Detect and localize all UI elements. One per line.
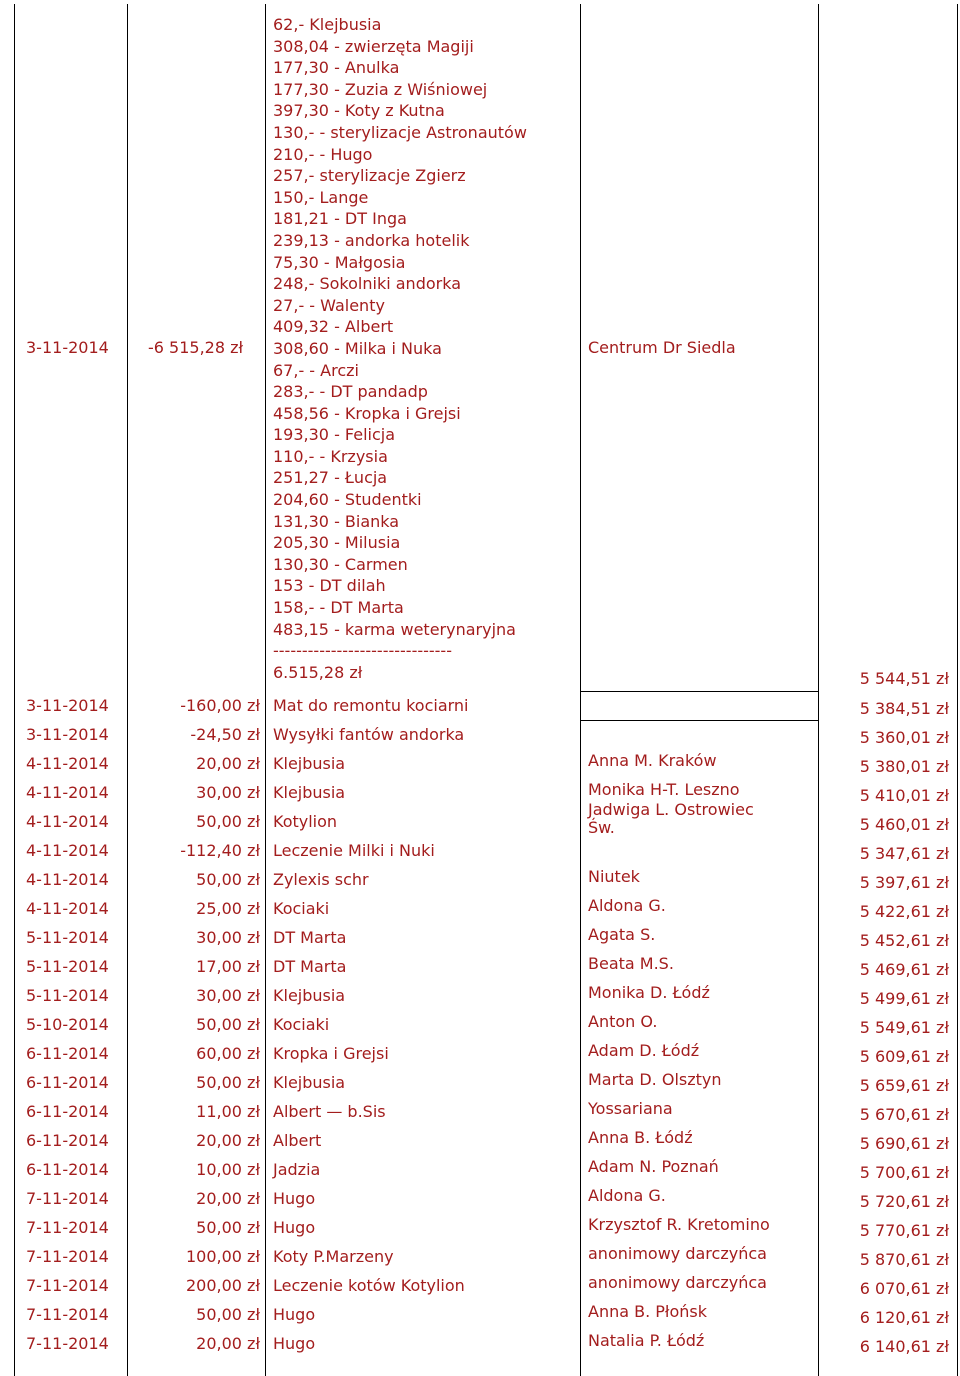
breakdown-item: 205,30 - Milusia bbox=[273, 533, 401, 553]
breakdown-item: 204,60 - Studentki bbox=[273, 490, 422, 510]
row-description: Klejbusia bbox=[273, 1073, 346, 1092]
breakdown-item: 283,- - DT pandadp bbox=[273, 382, 428, 402]
table-row bbox=[0, 778, 960, 807]
row-amount: -24,50 zł bbox=[190, 725, 260, 744]
table-row bbox=[0, 1271, 960, 1300]
breakdown-item: 27,- - Walenty bbox=[273, 295, 385, 315]
table-row bbox=[0, 894, 960, 923]
row-donor: Anna B. Płońsk bbox=[588, 1302, 707, 1321]
row-balance: 5 700,61 zł bbox=[859, 1163, 949, 1182]
row-description: Kociaki bbox=[273, 899, 330, 918]
table-row bbox=[0, 1097, 960, 1126]
row-description: DT Marta bbox=[273, 957, 347, 976]
row-amount: 50,00 zł bbox=[196, 1073, 260, 1092]
row-date: 6-11-2014 bbox=[26, 1160, 109, 1179]
table-row bbox=[0, 691, 960, 720]
row-amount: 20,00 zł bbox=[196, 1334, 260, 1353]
row-amount: 17,00 zł bbox=[196, 957, 260, 976]
row-amount: 50,00 zł bbox=[196, 1305, 260, 1324]
breakdown-item: 308,04 - zwierzęta Magiji bbox=[273, 36, 474, 56]
row-date: 6-11-2014 bbox=[26, 1131, 109, 1150]
row-balance: 5 384,51 zł bbox=[859, 699, 949, 718]
row-donor: Adam D. Łódź bbox=[588, 1041, 700, 1060]
row-amount: -160,00 zł bbox=[180, 696, 260, 715]
row-donor: Beata M.S. bbox=[588, 954, 674, 973]
row-balance: 5 549,61 zł bbox=[859, 1018, 949, 1037]
breakdown-item: 458,56 - Kropka i Grejsi bbox=[273, 403, 461, 423]
table-row bbox=[0, 749, 960, 778]
row-date: 4-11-2014 bbox=[26, 812, 109, 831]
table-row bbox=[0, 1155, 960, 1184]
row-description: Albert — b.Sis bbox=[273, 1102, 386, 1121]
top-amount: -6 515,28 zł bbox=[148, 338, 244, 357]
row-donor: Natalia P. Łódź bbox=[588, 1331, 705, 1350]
row-donor: Aldona G. bbox=[588, 896, 666, 915]
row-amount: 11,00 zł bbox=[196, 1102, 260, 1121]
row-balance: 5 397,61 zł bbox=[859, 873, 949, 892]
row-amount: 25,00 zł bbox=[196, 899, 260, 918]
breakdown-item: 210,- - Hugo bbox=[273, 144, 373, 164]
breakdown-item: 75,30 - Małgosia bbox=[273, 252, 406, 272]
row-balance: 5 380,01 zł bbox=[859, 757, 949, 776]
breakdown-item: 248,- Sokolniki andorka bbox=[273, 274, 461, 294]
table-row bbox=[0, 1010, 960, 1039]
top-balance: 5 544,51 zł bbox=[859, 669, 949, 688]
row-amount: -112,40 zł bbox=[180, 841, 260, 860]
row-date: 6-11-2014 bbox=[26, 1044, 109, 1063]
table-row bbox=[0, 1184, 960, 1213]
row-donor: anonimowy darczyńca bbox=[588, 1244, 767, 1263]
row-donor: Marta D. Olsztyn bbox=[588, 1070, 722, 1089]
row-donor: Monika D. Łódź bbox=[588, 983, 710, 1002]
row-donor: Jadwiga L. Ostrowiec bbox=[588, 800, 754, 819]
row-donor: Anna B. Łódź bbox=[588, 1128, 693, 1147]
row-date: 4-11-2014 bbox=[26, 841, 109, 860]
row-amount: 20,00 zł bbox=[196, 1189, 260, 1208]
row-donor: Anna M. Kraków bbox=[588, 751, 717, 770]
row-description: Hugo bbox=[273, 1218, 316, 1237]
table-row bbox=[0, 952, 960, 981]
row-balance: 5 452,61 zł bbox=[859, 931, 949, 950]
breakdown-item: 397,30 - Koty z Kutna bbox=[273, 101, 445, 121]
table-row bbox=[0, 720, 960, 749]
table-row bbox=[0, 1329, 960, 1358]
row-date: 4-11-2014 bbox=[26, 754, 109, 773]
row-donor: Yossariana bbox=[588, 1099, 673, 1118]
row-amount: 20,00 zł bbox=[196, 754, 260, 773]
row-date: 3-11-2014 bbox=[26, 696, 109, 715]
breakdown-item: 131,30 - Bianka bbox=[273, 511, 400, 531]
row-amount: 50,00 zł bbox=[196, 1015, 260, 1034]
row-description: Wysyłki fantów andorka bbox=[273, 725, 465, 744]
row-balance: 5 720,61 zł bbox=[859, 1192, 949, 1211]
breakdown-item: 110,- - Krzysia bbox=[273, 446, 388, 466]
row-description: Kropka i Grejsi bbox=[273, 1044, 389, 1063]
breakdown-item: 130,30 - Carmen bbox=[273, 554, 408, 574]
breakdown-item: 251,27 - Łucja bbox=[273, 468, 388, 488]
row-balance: 5 499,61 zł bbox=[859, 989, 949, 1008]
row-donor: Monika H-T. Leszno bbox=[588, 780, 740, 799]
breakdown-item: 181,21 - DT Inga bbox=[273, 209, 407, 229]
row-date: 4-11-2014 bbox=[26, 783, 109, 802]
table-row bbox=[0, 836, 960, 865]
row-description: Hugo bbox=[273, 1305, 316, 1324]
table-row bbox=[0, 1068, 960, 1097]
row-balance: 5 347,61 zł bbox=[859, 844, 949, 863]
row-date: 7-11-2014 bbox=[26, 1247, 109, 1266]
breakdown-item: 177,30 - Anulka bbox=[273, 58, 400, 78]
row-date: 5-11-2014 bbox=[26, 957, 109, 976]
row-date: 5-11-2014 bbox=[26, 986, 109, 1005]
top-date: 3-11-2014 bbox=[26, 338, 109, 357]
row-balance: 5 870,61 zł bbox=[859, 1250, 949, 1269]
row-balance: 5 410,01 zł bbox=[859, 786, 949, 805]
table-row bbox=[0, 1213, 960, 1242]
row-amount: 30,00 zł bbox=[196, 928, 260, 947]
row-description: Klejbusia bbox=[273, 986, 346, 1005]
row-date: 5-11-2014 bbox=[26, 928, 109, 947]
row-date: 7-11-2014 bbox=[26, 1189, 109, 1208]
breakdown-item: 308,60 - Milka i Nuka bbox=[273, 338, 442, 358]
table-row bbox=[0, 865, 960, 894]
breakdown-item: ------------------------------- bbox=[273, 641, 452, 661]
table-row bbox=[0, 1039, 960, 1068]
row-amount: 50,00 zł bbox=[196, 870, 260, 889]
row-date: 4-11-2014 bbox=[26, 899, 109, 918]
table-row bbox=[0, 923, 960, 952]
row-date: 6-11-2014 bbox=[26, 1073, 109, 1092]
row-description: Hugo bbox=[273, 1334, 316, 1353]
row-amount: 100,00 zł bbox=[185, 1247, 260, 1266]
table-row bbox=[0, 1242, 960, 1271]
breakdown-item: 6.515,28 zł bbox=[273, 662, 363, 682]
breakdown-item: 158,- - DT Marta bbox=[273, 598, 404, 618]
row-date: 7-11-2014 bbox=[26, 1305, 109, 1324]
table-row bbox=[0, 800, 960, 837]
row-description: Jadzia bbox=[273, 1160, 321, 1179]
breakdown-item: 409,32 - Albert bbox=[273, 317, 394, 337]
row-description: Klejbusia bbox=[273, 783, 346, 802]
row-donor-line2: Św. bbox=[588, 818, 615, 837]
row-balance: 6 140,61 zł bbox=[859, 1337, 949, 1356]
row-donor: Adam N. Poznań bbox=[588, 1157, 719, 1176]
breakdown-item: 177,30 - Zuzia z Wiśniowej bbox=[273, 79, 488, 99]
row-donor: anonimowy darczyńca bbox=[588, 1273, 767, 1292]
breakdown-item: 62,- Klejbusia bbox=[273, 15, 382, 34]
row-description: Leczenie Milki i Nuki bbox=[273, 841, 435, 860]
breakdown-item: 193,30 - Felicja bbox=[273, 425, 396, 445]
row-amount: 30,00 zł bbox=[196, 783, 260, 802]
row-balance: 5 422,61 zł bbox=[859, 902, 949, 921]
row-donor: Agata S. bbox=[588, 925, 656, 944]
row-description: DT Marta bbox=[273, 928, 347, 947]
breakdown-item: 67,- - Arczi bbox=[273, 360, 359, 380]
row-amount: 60,00 zł bbox=[196, 1044, 260, 1063]
breakdown-item: 239,13 - andorka hotelik bbox=[273, 230, 470, 250]
row-amount: 50,00 zł bbox=[196, 812, 260, 831]
row-date: 7-11-2014 bbox=[26, 1218, 109, 1237]
row-amount: 30,00 zł bbox=[196, 986, 260, 1005]
row-balance: 5 460,01 zł bbox=[859, 815, 949, 834]
table-row bbox=[0, 1126, 960, 1155]
row-donor: Aldona G. bbox=[588, 1186, 666, 1205]
row-description: Koty P.Marzeny bbox=[273, 1247, 394, 1266]
row-balance: 6 070,61 zł bbox=[859, 1279, 949, 1298]
row-amount: 50,00 zł bbox=[196, 1218, 260, 1237]
row-amount: 200,00 zł bbox=[185, 1276, 260, 1295]
row-date: 7-11-2014 bbox=[26, 1276, 109, 1295]
expense-breakdown-list bbox=[273, 14, 527, 683]
row-date: 3-11-2014 bbox=[26, 725, 109, 744]
breakdown-item: 257,- sterylizacje Zgierz bbox=[273, 166, 466, 186]
row-balance: 5 609,61 zł bbox=[859, 1047, 949, 1066]
breakdown-item: 130,- - sterylizacje Astronautów bbox=[273, 122, 527, 142]
row-balance: 5 469,61 zł bbox=[859, 960, 949, 979]
row-description: Leczenie kotów Kotylion bbox=[273, 1276, 465, 1295]
row-balance: 5 770,61 zł bbox=[859, 1221, 949, 1240]
row-description: Mat do remontu kociarni bbox=[273, 696, 469, 715]
row-balance: 5 690,61 zł bbox=[859, 1134, 949, 1153]
row-balance: 6 120,61 zł bbox=[859, 1308, 949, 1327]
row-amount: 20,00 zł bbox=[196, 1131, 260, 1150]
row-description: Klejbusia bbox=[273, 754, 346, 773]
row-description: Kotylion bbox=[273, 812, 338, 831]
row-description: Hugo bbox=[273, 1189, 316, 1208]
breakdown-item: 483,15 - karma weterynaryjna bbox=[273, 619, 516, 639]
row-description: Zylexis schr bbox=[273, 870, 369, 889]
row-donor: Anton O. bbox=[588, 1012, 658, 1031]
row-balance: 5 360,01 zł bbox=[859, 728, 949, 747]
row-donor: Niutek bbox=[588, 867, 640, 886]
row-description: Kociaki bbox=[273, 1015, 330, 1034]
row-description: Albert bbox=[273, 1131, 322, 1150]
row-balance: 5 670,61 zł bbox=[859, 1105, 949, 1124]
row-date: 5-10-2014 bbox=[26, 1015, 109, 1034]
breakdown-item: 153 - DT dilah bbox=[273, 576, 386, 596]
row-balance: 5 659,61 zł bbox=[859, 1076, 949, 1095]
row-date: 6-11-2014 bbox=[26, 1102, 109, 1121]
table-row bbox=[0, 981, 960, 1010]
row-date: 7-11-2014 bbox=[26, 1334, 109, 1353]
row-date: 4-11-2014 bbox=[26, 870, 109, 889]
top-source: Centrum Dr Siedla bbox=[588, 338, 736, 357]
row-donor: Krzysztof R. Kretomino bbox=[588, 1215, 770, 1234]
table-row bbox=[0, 1300, 960, 1329]
row-amount: 10,00 zł bbox=[196, 1160, 260, 1179]
breakdown-item: 150,- Lange bbox=[273, 187, 369, 207]
